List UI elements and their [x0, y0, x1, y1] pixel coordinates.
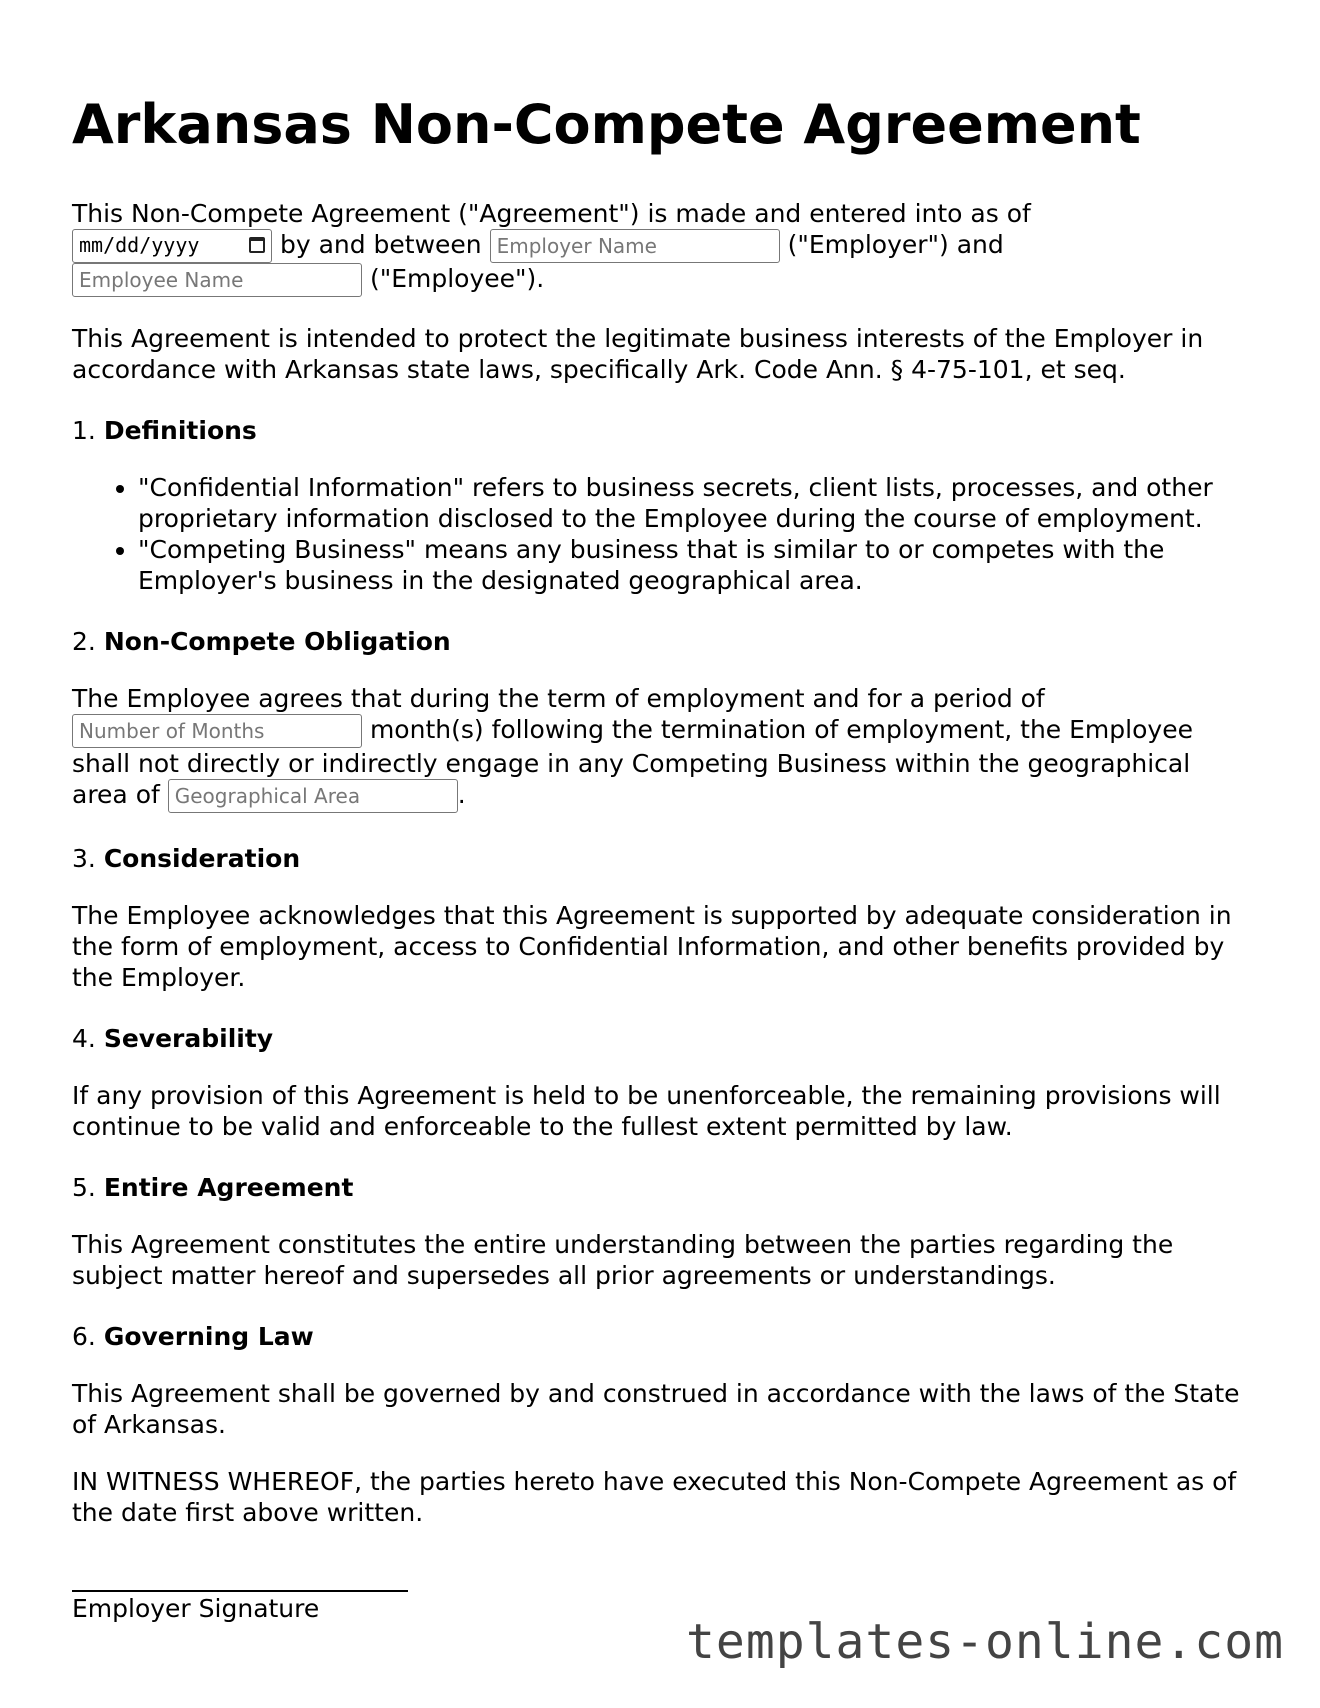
section-title: Non-Compete Obligation	[103, 627, 451, 656]
section-heading-severability	[72, 1023, 1252, 1054]
date-placeholder: mm/dd/yyyy	[79, 233, 200, 257]
obligation-paragraph	[72, 683, 1252, 813]
section-number: 2.	[72, 627, 96, 656]
calendar-icon[interactable]	[249, 237, 265, 253]
intro-paragraph	[72, 198, 1252, 297]
witness-paragraph: IN WITNESS WHEREOF, the parties hereto have executed this Non-Compete Agreement as of the date first above written.	[72, 1467, 1237, 1527]
employee-name-input[interactable]	[72, 263, 362, 297]
obligation-text-3: .	[457, 780, 466, 809]
employer-signature-label: Employer Signature	[72, 1594, 320, 1623]
section-number: 1.	[72, 416, 96, 445]
section-heading-entire-agreement	[72, 1172, 1252, 1203]
list-item: • "Competing Business" means any business that is similar to or competes with the Employer's business in the designated geographical area.	[138, 534, 1252, 596]
section-title: Definitions	[103, 416, 257, 445]
list-item: • "Confidential Information" refers to business secrets, client lists, processes, and other proprietary information disclosed to the Employee during the course of employment.	[138, 472, 1252, 534]
section-title: Governing Law	[103, 1322, 314, 1351]
section-number: 5.	[72, 1173, 96, 1202]
section-number: 6.	[72, 1322, 96, 1351]
section-number: 4.	[72, 1024, 96, 1053]
signature-line	[72, 1568, 408, 1592]
section-heading-consideration	[72, 843, 1252, 874]
consideration-paragraph: The Employee acknowledges that this Agreement is supported by adequate consideration in the form of employment, access to Confidential Information, and other benefits provided by the Employer.	[72, 901, 1232, 992]
purpose-paragraph: This Agreement is intended to protect the legitimate business interests of the Employer in accordance with Arkansas state laws, specifically Ark. Code Ann. § 4-75-101, et seq.	[72, 324, 1204, 384]
intro-text-4: ("Employee").	[369, 264, 545, 293]
document	[72, 88, 1252, 1626]
governing-law-paragraph: This Agreement shall be governed by and construed in accordance with the laws of the State of Arkansas.	[72, 1379, 1240, 1439]
obligation-text-2: month(s) following the termination of employment, the Employee shall not directly or indirectly engage in any Competing Business within the geographical area of	[72, 715, 1193, 809]
geographical-area-input[interactable]	[168, 779, 458, 813]
watermark: templates-online.com	[686, 1614, 1284, 1670]
entire-agreement-paragraph: This Agreement constitutes the entire understanding between the parties regarding the subject matter hereof and supersedes all prior agreements or understandings.	[72, 1230, 1174, 1290]
months-input[interactable]	[72, 714, 362, 748]
section-title: Severability	[103, 1024, 274, 1053]
intro-text-3: ("Employer") and	[787, 230, 1004, 259]
agreement-date-input[interactable]	[72, 229, 272, 263]
section-number: 3.	[72, 844, 96, 873]
document-title: Arkansas Non-Compete Agreement	[72, 93, 1141, 156]
section-heading-definitions	[72, 415, 1252, 446]
definitions-list	[72, 472, 1252, 596]
obligation-text-1: The Employee agrees that during the term of employment and for a period of	[72, 684, 1045, 713]
employer-name-input[interactable]	[490, 229, 780, 263]
section-heading-obligation	[72, 626, 1252, 657]
section-heading-governing-law	[72, 1321, 1252, 1352]
section-title: Consideration	[103, 844, 301, 873]
section-title: Entire Agreement	[103, 1173, 354, 1202]
intro-text-2: by and between	[279, 230, 482, 259]
severability-paragraph: If any provision of this Agreement is held to be unenforceable, the remaining provisions will continue to be valid and enforceable to the fullest extent permitted by law.	[72, 1081, 1221, 1141]
intro-text-1: This Non-Compete Agreement ("Agreement") is made and entered into as of	[72, 199, 1031, 228]
